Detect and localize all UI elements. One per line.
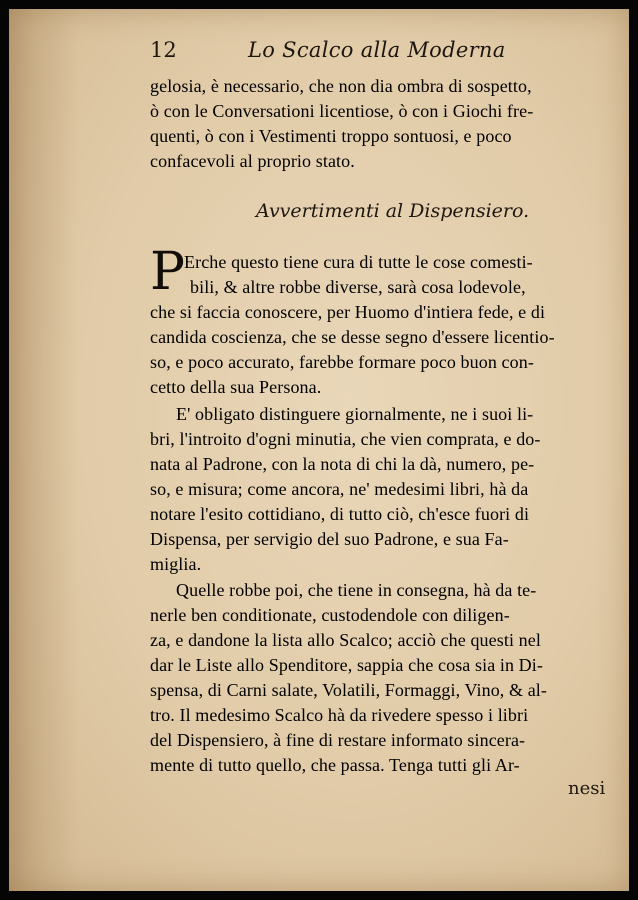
text-line: miglia. bbox=[150, 554, 202, 574]
text-line: dar le Liste allo Spenditore, sappia che cosa sia in Di- bbox=[150, 655, 543, 675]
text-line: bri, l'introito d'ogni minutia, che vien comprata, e do- bbox=[150, 429, 541, 449]
text-line: Quelle robbe poi, che tiene in consegna, hà da te- bbox=[176, 580, 537, 600]
text-line: so, e misura; come ancora, ne' medesimi libri, hà da bbox=[150, 479, 529, 499]
page-number: 12 bbox=[150, 38, 177, 62]
running-title: Lo Scalco alla Moderna bbox=[248, 38, 506, 62]
text-line: nerle ben conditionate, custodendole con diligen- bbox=[150, 605, 510, 625]
text-line: spensa, di Carni salate, Volatili, Formaggi, Vino, & al- bbox=[150, 680, 547, 700]
page-gutter-shadow bbox=[9, 9, 79, 891]
text-line: confacevoli al proprio stato. bbox=[150, 151, 355, 171]
text-line: cetto della sua Persona. bbox=[150, 377, 322, 397]
text-line: mente di tutto quello, che passa. Tenga tutti gli Ar- bbox=[150, 755, 520, 775]
text-line: del Dispensiero, à fine di restare informato sincera- bbox=[150, 730, 526, 750]
text-line: E' obligato distinguere giornalmente, ne i suoi li- bbox=[176, 404, 534, 424]
text-line: tro. Il medesimo Scalco hà da rivedere spesso i libri bbox=[150, 705, 529, 725]
text-line: gelosia, è necessario, che non dia ombra di sospetto, bbox=[150, 76, 532, 96]
text-line: so, e poco accurato, farebbe formare poco buon con- bbox=[150, 352, 534, 372]
text-line: candida coscienza, che se desse segno d'essere licentio- bbox=[150, 327, 555, 347]
section-title: Avvertimenti al Dispensiero. bbox=[256, 200, 530, 222]
text-line: Dispensa, per servigio del suo Padrone, e sua Fa- bbox=[150, 529, 509, 549]
text-line: nata al Padrone, con la nota di chi la dà, numero, pe- bbox=[150, 454, 535, 474]
catchword: nesi bbox=[568, 778, 606, 799]
drop-cap: P bbox=[150, 242, 185, 302]
running-header bbox=[150, 38, 610, 66]
text-line: za, e dandone la lista allo Scalco; acciò che questi nel bbox=[150, 630, 541, 650]
text-line: bili, & altre robbe diverse, sarà cosa lodevole, bbox=[190, 277, 526, 297]
text-line: quenti, ò con i Vestimenti troppo sontuosi, e poco bbox=[150, 126, 512, 146]
text-line: notare l'esito cottidiano, di tutto ciò, ch'esce fuori di bbox=[150, 504, 530, 524]
text-line: Erche questo tiene cura di tutte le cose comesti- bbox=[184, 252, 533, 272]
text-line: che si faccia conoscere, per Huomo d'intiera fede, e di bbox=[150, 302, 546, 322]
text-line: ò con le Conversationi licentiose, ò con i Giochi fre- bbox=[150, 101, 534, 121]
